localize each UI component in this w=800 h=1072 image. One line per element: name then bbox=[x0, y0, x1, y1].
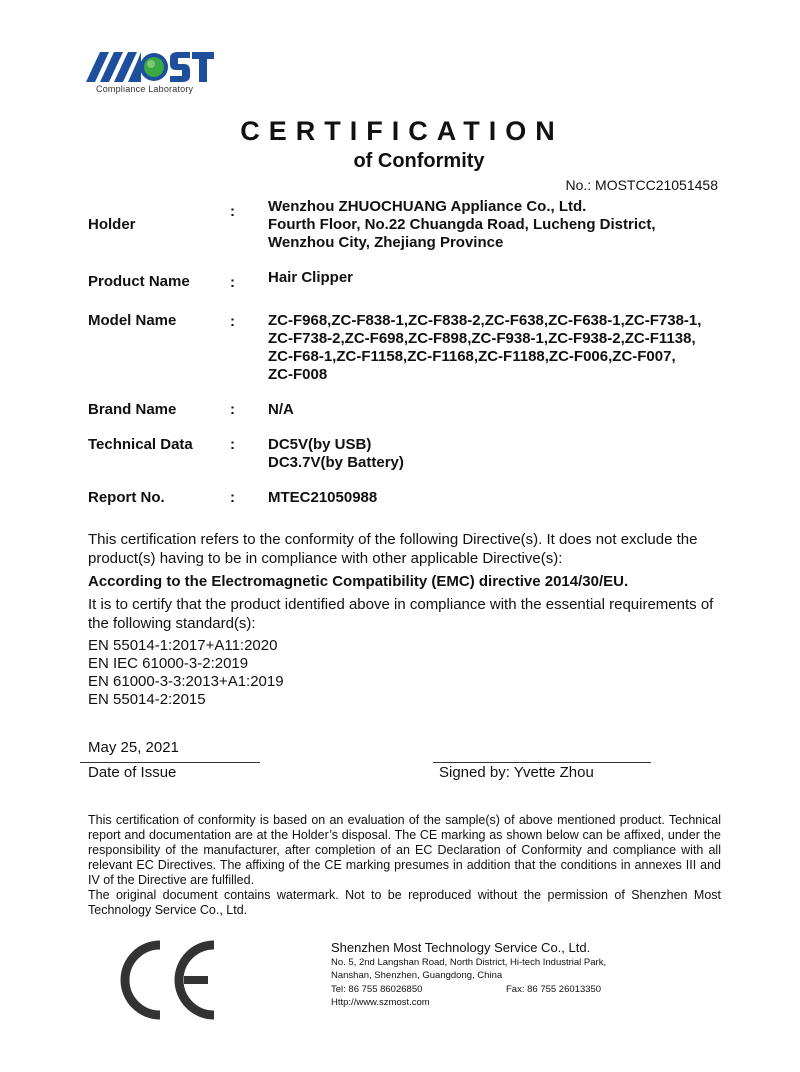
signed-by-label: Signed by: Yvette Zhou bbox=[439, 764, 594, 781]
brand-name-colon: : bbox=[230, 401, 235, 418]
standard-item: EN 61000-3-3:2013+A1:2019 bbox=[88, 673, 284, 690]
footer-note-ce: This certification of conformity is based on an evaluation of the sample(s) of above mentioned product. Technical report and documentation are at the Holder’s disposal. The CE marking as shown below can be affixed, under the responsibility of the manufacturer, after completion of an EC Declaration of Conformity and compliance with all relevant EC Directives. The affixing of the CE marking presumes in addition that the conditions in annexes III and IV of the Directive are fulfilled. bbox=[88, 813, 721, 887]
lab-website: Http://www.szmost.com bbox=[331, 996, 430, 1008]
holder-value bbox=[268, 198, 656, 252]
model-name-value bbox=[268, 312, 701, 384]
certificate-title-text: CERTIFICATION bbox=[240, 116, 564, 146]
report-no-colon: : bbox=[230, 489, 235, 506]
most-logo-icon bbox=[84, 48, 214, 84]
footer-notes bbox=[88, 813, 721, 918]
lab-address-line2: Nanshan, Shenzhen, Guangdong, China bbox=[331, 969, 503, 981]
lab-name: Shenzhen Most Technology Service Co., Ltd. bbox=[331, 940, 591, 955]
product-name-colon: : bbox=[230, 274, 235, 291]
product-name-value: Hair Clipper bbox=[268, 269, 354, 286]
technical-data-line: DC5V(by USB) bbox=[268, 436, 372, 453]
technical-data-colon: : bbox=[230, 436, 235, 453]
certificate-title bbox=[0, 116, 800, 147]
product-name-label: Product Name bbox=[88, 273, 190, 290]
standard-item: EN IEC 61000-3-2:2019 bbox=[88, 655, 249, 672]
model-line: ZC-F68-1,ZC-F1158,ZC-F1168,ZC-F1188,ZC-F006,ZC-F007, bbox=[268, 348, 676, 365]
brand-name-value: N/A bbox=[268, 401, 294, 418]
date-of-issue-label: Date of Issue bbox=[88, 764, 177, 781]
lab-contact bbox=[331, 984, 430, 1009]
standards-list bbox=[88, 637, 284, 709]
certificate-subtitle: of Conformity bbox=[353, 150, 485, 172]
ce-mark-icon bbox=[118, 940, 218, 1020]
brand-name-label: Brand Name bbox=[88, 401, 177, 418]
lab-address bbox=[331, 957, 606, 982]
holder-label: Holder bbox=[88, 216, 136, 233]
footer-note-watermark: The original document contains watermark. Not to be reproduced without the permission of Shenzhen Most Technology Service Co., Ltd. bbox=[88, 888, 721, 917]
holder-address-line2: Wenzhou City, Zhejiang Province bbox=[268, 234, 504, 251]
ce-mark bbox=[118, 940, 218, 1020]
directive-statement: According to the Electromagnetic Compatibility (EMC) directive 2014/30/EU. bbox=[88, 573, 629, 590]
signer-signature-line bbox=[433, 762, 651, 763]
technical-data-label: Technical Data bbox=[88, 436, 193, 453]
standard-item: EN 55014-1:2017+A11:2020 bbox=[88, 637, 278, 654]
directive-intro: This certification refers to the conformity of the following Directive(s). It does not exclude the product(s) having to be in compliance with other applicable Directive(s): bbox=[88, 531, 698, 567]
model-name-colon: : bbox=[230, 313, 235, 330]
date-signature-line bbox=[80, 762, 260, 763]
holder-address-line1: Fourth Floor, No.22 Chuangda Road, Lucheng District, bbox=[268, 216, 656, 233]
model-line: ZC-F008 bbox=[268, 366, 328, 383]
model-line: ZC-F968,ZC-F838-1,ZC-F838-2,ZC-F638,ZC-F638-1,ZC-F738-1, bbox=[268, 312, 702, 329]
certificate-number: No.: MOSTCC21051458 bbox=[565, 177, 718, 193]
issue-date: May 25, 2021 bbox=[88, 739, 179, 756]
technical-data-value bbox=[268, 436, 404, 472]
lab-address-line1: No. 5, 2nd Langshan Road, North District, Hi-tech Industrial Park, bbox=[331, 957, 607, 968]
holder-colon: : bbox=[230, 203, 235, 220]
model-name-label: Model Name bbox=[88, 312, 177, 329]
lab-fax: Fax: 86 755 26013350 bbox=[506, 984, 602, 995]
report-no-label: Report No. bbox=[88, 489, 165, 506]
report-no-value: MTEC21050988 bbox=[268, 489, 378, 506]
model-line: ZC-F738-2,ZC-F698,ZC-F898,ZC-F938-1,ZC-F938-2,ZC-F1138, bbox=[268, 330, 696, 347]
certify-statement: It is to certify that the product identified above in compliance with the essential requirements of the following standard(s): bbox=[88, 596, 714, 632]
technical-data-line: DC3.7V(by Battery) bbox=[268, 454, 404, 471]
lab-tel: Tel: 86 755 86026850 bbox=[331, 984, 423, 995]
holder-name: Wenzhou ZHUOCHUANG Appliance Co., Ltd. bbox=[268, 198, 587, 215]
logo-subtitle: Compliance Laboratory bbox=[96, 84, 194, 94]
standard-item: EN 55014-2:2015 bbox=[88, 691, 206, 708]
